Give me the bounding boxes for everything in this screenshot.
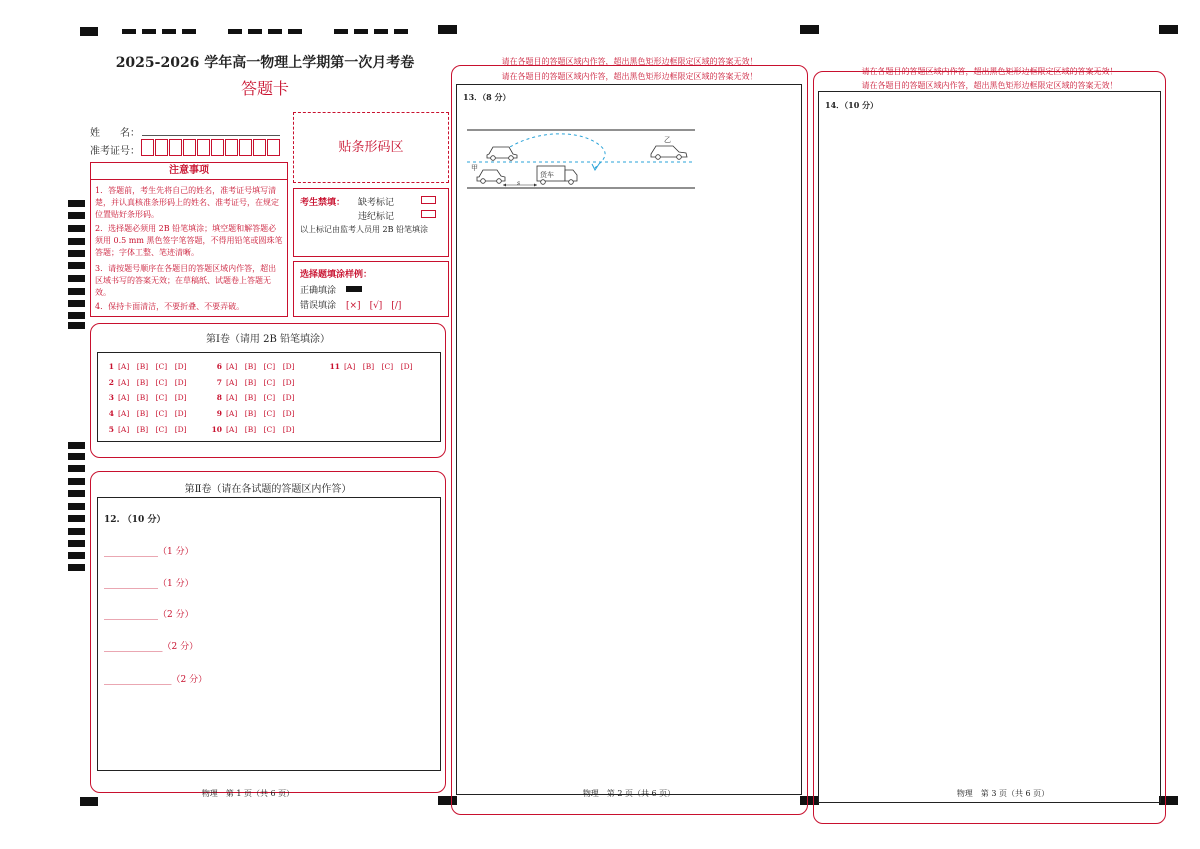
timing-mark <box>1159 25 1178 34</box>
part1-title: 第Ⅰ卷（请用 2B 铅笔填涂） <box>205 334 331 345</box>
choice-row[interactable]: 5 [A] [B] [C] [D] <box>108 425 187 434</box>
id-number-boxes[interactable] <box>141 139 281 160</box>
timing-mark <box>68 453 85 460</box>
notice-item: 4．保持卡面清洁，不要折叠、不要弄破。 <box>95 302 245 311</box>
page3-footer: 物理 第 3 页（共 6 页） <box>956 789 1050 798</box>
q12-title: 12. （10 分） <box>104 515 166 525</box>
part2-title: 第Ⅱ卷（请在各试题的答题区内作答） <box>184 484 352 495</box>
notice-item: 2．选择题必须用 2B 铅笔填涂；填空题和解答题必须用 0.5 mm 黑色签字笔答题，不得用铅笔或圆珠笔答题；字体工整、笔迹清晰。 <box>95 224 283 257</box>
timing-mark <box>68 442 85 449</box>
choice-row[interactable]: 9 [A] [B] [C] [D] <box>216 409 295 418</box>
timing-mark <box>68 478 85 485</box>
blank-line[interactable]: ____________（1 分） <box>104 547 194 557</box>
timing-mark <box>68 262 85 269</box>
barcode-label: 贴条形码区 <box>338 140 404 155</box>
timing-mark <box>142 29 156 34</box>
timing-mark <box>80 27 98 36</box>
wrong-sample-marks: [×] [√] [/] <box>346 301 402 311</box>
q12-answer-box[interactable] <box>97 497 441 771</box>
name-label: 姓 名： <box>90 128 140 139</box>
timing-mark <box>800 25 819 34</box>
forbidden-title: 考生禁填： <box>300 198 346 208</box>
timing-mark <box>122 29 136 34</box>
notice-item: 3．请按题号顺序在各题目的答题区域内作答，超出区域书写的答案无效；在草稿纸、试题卷上答题无效。 <box>95 264 277 297</box>
timing-mark <box>68 552 85 559</box>
timing-mark <box>68 540 85 547</box>
absent-mark-box[interactable] <box>421 196 436 204</box>
traffic-diagram <box>465 124 697 192</box>
timing-mark <box>438 25 457 34</box>
choice-row[interactable]: 2 [A] [B] [C] [D] <box>108 378 187 387</box>
car-jia-icon <box>477 170 505 183</box>
page2-warning: 请在各题目的答题区域内作答，超出黑色矩形边框限定区域的答案无效！ <box>501 72 758 81</box>
svg-text:s: s <box>517 180 521 187</box>
page1-footer: 物理 第 1 页（共 6 页） <box>201 789 295 798</box>
blank-line[interactable]: ____________（1 分） <box>104 579 194 589</box>
timing-mark <box>68 300 85 307</box>
choice-row[interactable]: 6 [A] [B] [C] [D] <box>216 362 295 371</box>
sample-title: 选择题填涂样例： <box>300 270 373 280</box>
notice-item: 1．答题前，考生先将自己的姓名，准考证号填写清楚，并认真核准条形码上的姓名、准考证号，在规定位置贴好条形码。 <box>95 186 279 219</box>
timing-mark <box>248 29 262 34</box>
violation-mark-box[interactable] <box>421 210 436 218</box>
q14-answer-box[interactable] <box>818 91 1161 803</box>
svg-text:乙: 乙 <box>664 136 671 144</box>
choice-row[interactable]: 11 [A] [B] [C] [D] <box>329 362 413 371</box>
forbidden-note: 以上标记由监考人员用 2B 铅笔填涂 <box>300 225 429 234</box>
timing-mark <box>68 528 85 535</box>
q13-title: 13．（8 分） <box>463 92 511 102</box>
car-yi-icon <box>651 146 687 159</box>
choice-row[interactable]: 7 [A] [B] [C] [D] <box>216 378 295 387</box>
violation-label: 违纪标记 <box>358 212 395 222</box>
blank-line[interactable]: _____________（2 分） <box>104 642 199 652</box>
car-top-icon <box>487 147 517 160</box>
timing-mark <box>228 29 242 34</box>
timing-mark <box>68 250 85 257</box>
correct-label: 正确填涂 <box>300 286 337 296</box>
timing-mark <box>68 275 85 282</box>
card-subtitle: 答题卡 <box>240 79 289 98</box>
timing-mark <box>268 29 282 34</box>
timing-mark <box>68 200 85 207</box>
timing-mark <box>162 29 176 34</box>
timing-mark <box>374 29 388 34</box>
timing-mark <box>68 322 85 329</box>
timing-mark <box>68 225 85 232</box>
page3-warning: 请在各题目的答题区域内作答，超出黑色矩形边框限定区域的答案无效！ <box>861 81 1118 90</box>
timing-mark <box>68 238 85 245</box>
timing-mark <box>68 564 85 571</box>
blank-line[interactable]: ____________（2 分） <box>104 610 194 620</box>
timing-mark <box>334 29 348 34</box>
page3-warning: 请在各题目的答题区域内作答，超出黑色矩形边框限定区域的答案无效！ <box>861 67 1118 76</box>
timing-mark <box>354 29 368 34</box>
absent-label: 缺考标记 <box>358 198 395 208</box>
timing-mark <box>68 515 85 522</box>
svg-text:货车: 货车 <box>540 171 554 179</box>
q14-title: 14．（10 分） <box>825 100 879 110</box>
choice-row[interactable]: 1 [A] [B] [C] [D] <box>108 362 187 371</box>
page2-footer: 物理 第 2 页（共 6 页） <box>582 789 676 798</box>
choice-row[interactable]: 8 [A] [B] [C] [D] <box>216 393 295 402</box>
timing-mark <box>68 465 85 472</box>
timing-mark <box>182 29 196 34</box>
blank-line[interactable]: _______________（2 分） <box>104 675 208 685</box>
svg-text:甲: 甲 <box>471 164 478 172</box>
timing-mark <box>394 29 408 34</box>
timing-mark <box>288 29 302 34</box>
timing-mark <box>68 312 85 319</box>
timing-mark <box>68 288 85 295</box>
timing-mark <box>68 212 85 219</box>
choice-row[interactable]: 3 [A] [B] [C] [D] <box>108 393 187 402</box>
choice-row[interactable]: 4 [A] [B] [C] [D] <box>108 409 187 418</box>
choice-row[interactable]: 10 [A] [B] [C] [D] <box>211 425 295 434</box>
notice-title: 注意事项 <box>90 163 288 180</box>
name-field[interactable] <box>142 135 280 136</box>
id-label: 准考证号： <box>90 146 140 157</box>
page2-warning: 请在各题目的答题区域内作答，超出黑色矩形边框限定区域的答案无效！ <box>501 57 758 66</box>
timing-mark <box>68 490 85 497</box>
wrong-label: 错误填涂 <box>300 301 337 311</box>
correct-sample-mark <box>346 286 362 292</box>
timing-mark <box>68 503 85 510</box>
truck-icon <box>537 166 577 184</box>
exam-title: 2025-2026 学年高一物理上学期第一次月考卷 <box>115 55 415 71</box>
